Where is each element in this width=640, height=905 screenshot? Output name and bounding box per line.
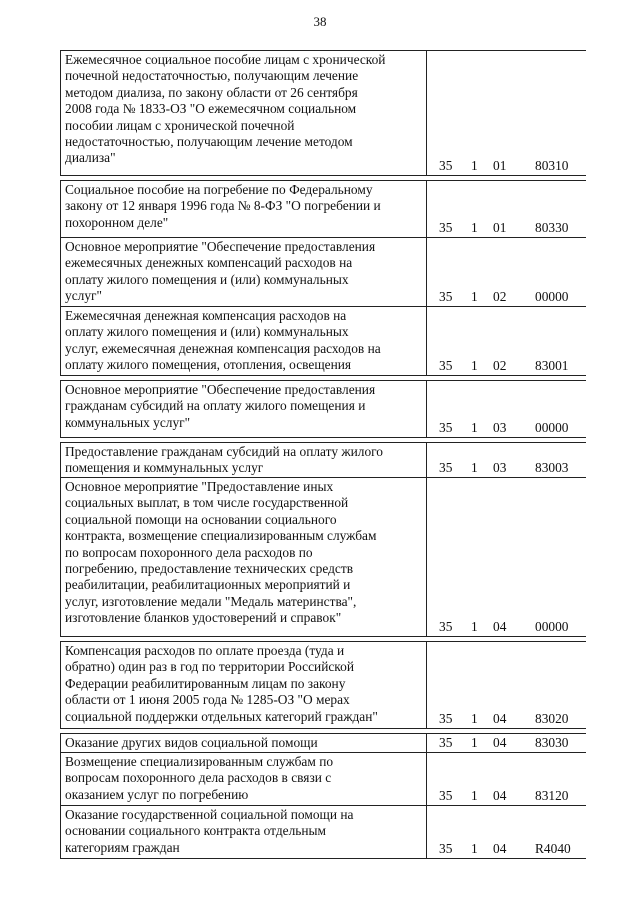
code-program: 35 bbox=[439, 619, 453, 634]
row-description: Основное мероприятие "Обеспечение предоставления гражданам субсидий на оплату жилого помещения и коммунальных услуг" bbox=[60, 381, 427, 437]
code-subprogram: 1 bbox=[471, 711, 478, 726]
row-codes bbox=[427, 238, 586, 306]
code-direction: 80330 bbox=[535, 220, 569, 235]
table-row bbox=[60, 478, 586, 637]
code-subprogram: 1 bbox=[471, 619, 478, 634]
row-codes bbox=[427, 307, 586, 375]
row-description: Оказание государственной социальной помощи на основании социального контракта отдельным категориям граждан bbox=[60, 806, 427, 858]
code-direction: 83120 bbox=[535, 788, 569, 803]
row-codes bbox=[427, 734, 586, 752]
code-measure: 02 bbox=[493, 358, 507, 373]
table-row bbox=[60, 180, 586, 238]
row-description: Основное мероприятие "Предоставление иных социальных выплат, в том числе государственной социальной помощи на основании социального контракта, возмещение специализированным службам по вопросам похоронного дела расходов по погребению, предоставление технических средств реабилитации, реабилитационных мероприятий и услуг, изготовление медали "Медаль материнства", изготовление бланков удостоверений и справок" bbox=[60, 478, 427, 636]
code-measure: 03 bbox=[493, 460, 507, 475]
row-description: Социальное пособие на погребение по Федеральному закону от 12 января 1996 года № 8-ФЗ "О погребении и похоронном деле" bbox=[60, 181, 427, 237]
row-description: Основное мероприятие "Обеспечение предоставления ежемесячных денежных компенсаций расходов на оплату жилого помещения и (или) коммунальных услуг" bbox=[60, 238, 427, 306]
code-program: 35 bbox=[439, 735, 453, 750]
row-codes bbox=[427, 806, 586, 858]
page-number: 38 bbox=[313, 14, 327, 29]
code-measure: 04 bbox=[493, 619, 507, 634]
table-row bbox=[60, 753, 586, 806]
code-direction: 83001 bbox=[535, 358, 569, 373]
code-direction: R4040 bbox=[535, 841, 571, 856]
code-subprogram: 1 bbox=[471, 220, 478, 235]
code-program: 35 bbox=[439, 460, 453, 475]
code-program: 35 bbox=[439, 420, 453, 435]
row-description: Предоставление гражданам субсидий на оплату жилого помещения и коммунальных услуг bbox=[60, 443, 427, 477]
code-subprogram: 1 bbox=[471, 735, 478, 750]
row-codes bbox=[427, 181, 586, 237]
code-measure: 03 bbox=[493, 420, 507, 435]
code-program: 35 bbox=[439, 788, 453, 803]
row-codes bbox=[427, 381, 586, 437]
code-subprogram: 1 bbox=[471, 358, 478, 373]
table-row bbox=[60, 641, 586, 729]
code-direction: 83020 bbox=[535, 711, 569, 726]
table-row bbox=[60, 380, 586, 438]
row-codes bbox=[427, 51, 586, 175]
code-program: 35 bbox=[439, 289, 453, 304]
code-measure: 04 bbox=[493, 788, 507, 803]
row-description: Компенсация расходов по оплате проезда (туда и обратно) один раз в год по территории Российской Федерации реабилитированным лицам по закону области от 1 июня 2005 года № 1285-ОЗ "О мерах социальной поддержки отдельных категорий граждан" bbox=[60, 642, 427, 728]
code-subprogram: 1 bbox=[471, 289, 478, 304]
row-codes bbox=[427, 443, 586, 477]
row-description: Возмещение специализированным службам по вопросам похоронного дела расходов в связи с оказанием услуг по погребению bbox=[60, 753, 427, 805]
row-codes bbox=[427, 642, 586, 728]
code-direction: 83030 bbox=[535, 735, 569, 750]
code-direction: 00000 bbox=[535, 619, 569, 634]
row-description: Оказание других видов социальной помощи bbox=[60, 734, 427, 752]
table-row bbox=[60, 238, 586, 307]
table-row bbox=[60, 806, 586, 859]
code-direction: 00000 bbox=[535, 420, 569, 435]
code-subprogram: 1 bbox=[471, 788, 478, 803]
code-subprogram: 1 bbox=[471, 158, 478, 173]
code-direction: 00000 bbox=[535, 289, 569, 304]
code-measure: 01 bbox=[493, 220, 507, 235]
code-subprogram: 1 bbox=[471, 841, 478, 856]
code-program: 35 bbox=[439, 358, 453, 373]
code-program: 35 bbox=[439, 841, 453, 856]
code-measure: 01 bbox=[493, 158, 507, 173]
code-program: 35 bbox=[439, 158, 453, 173]
code-measure: 02 bbox=[493, 289, 507, 304]
table-row bbox=[60, 442, 586, 478]
budget-table bbox=[60, 50, 586, 859]
row-description: Ежемесячная денежная компенсация расходов на оплату жилого помещения и (или) коммунальных услуг, ежемесячная денежная компенсация расходов на оплату жилого помещения, отопления, освещения bbox=[60, 307, 427, 375]
code-direction: 80310 bbox=[535, 158, 569, 173]
code-direction: 83003 bbox=[535, 460, 569, 475]
row-description: Ежемесячное социальное пособие лицам с хронической почечной недостаточностью, получающим лечение методом диализа, по закону области от 26 сентября 2008 года № 1833-ОЗ "О ежемесячном социальном пособии лицам с хронической почечной недостаточностью, получающим лечение методом диализа" bbox=[60, 51, 427, 175]
code-measure: 04 bbox=[493, 711, 507, 726]
code-program: 35 bbox=[439, 220, 453, 235]
row-codes bbox=[427, 478, 586, 636]
code-subprogram: 1 bbox=[471, 460, 478, 475]
row-codes bbox=[427, 753, 586, 805]
table-row bbox=[60, 307, 586, 376]
code-measure: 04 bbox=[493, 735, 507, 750]
code-subprogram: 1 bbox=[471, 420, 478, 435]
table-row bbox=[60, 51, 586, 176]
table-row bbox=[60, 733, 586, 753]
code-program: 35 bbox=[439, 711, 453, 726]
code-measure: 04 bbox=[493, 841, 507, 856]
